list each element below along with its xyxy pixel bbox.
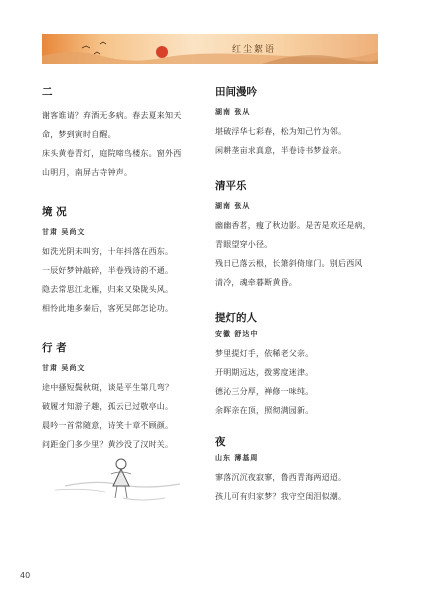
ink-wash-stroke [55, 489, 105, 492]
poem-line: 相怜此地多秦后，客死吴郎怎论功。 [42, 304, 174, 313]
header-banner [42, 34, 378, 64]
poem-line: 如洗光阴未叫穷，十年抖落在西东。 [42, 247, 174, 256]
poem-author: 湖南 张从 [215, 107, 251, 116]
poem-tideng [215, 310, 385, 420]
poem-line: 命，梦到寅时自醒。 [42, 130, 116, 139]
poem-title: 夜 [215, 436, 226, 448]
poem-line: 孩儿可有归家梦？我守空闺泪似潮。 [215, 492, 347, 501]
poem-author: 山东 薄基周 [215, 453, 259, 462]
poem-line: 闲耕垄亩求真意，半卷诗书梦益亲。 [215, 146, 347, 155]
poem-tianjian [215, 84, 385, 160]
poem-title: 行 者 [42, 342, 67, 354]
poem-line: 隐去常思江北雁，归来又染陇头风。 [42, 285, 174, 294]
figure-robe [113, 469, 129, 486]
poem-line: 开明期远达，拨雾度迷津。 [215, 368, 314, 377]
poem-line: 青眼望穿小径。 [215, 240, 273, 249]
poem-line: 途中搔短鬓秋斑，谈是平生第几弯？ [42, 383, 174, 392]
poem-author: 湖南 张从 [215, 201, 251, 210]
poem-title: 田间漫吟 [215, 86, 257, 98]
left-column [42, 84, 227, 454]
poem-title: 提灯的人 [215, 312, 257, 324]
poem-author: 甘肃 吴尚文 [42, 227, 86, 236]
poem-xingzhe [42, 340, 227, 454]
poem-line: 残日已落云根，长箫斜倚扉门。别后西风 [215, 259, 363, 268]
poem-author: 甘肃 吴尚文 [42, 363, 86, 372]
poem-title: 境 况 [42, 206, 67, 218]
poem-line: 山明月，南屏古寺钟声。 [42, 168, 133, 177]
right-column [215, 84, 385, 506]
poem-line: 床头黄卷青灯，庭院啼鸟楼东。窗外西 [42, 149, 182, 158]
banner-landscape-illustration [42, 34, 378, 64]
poem-line: 问距金门多少里？黄沙没了汉时关。 [42, 440, 174, 449]
figure-legs [115, 486, 127, 498]
poem-author: 安徽 舒达中 [215, 329, 259, 338]
ink-wash-stroke [123, 498, 165, 500]
poem-line: 晨吟一首常随意，诗笑十章不顾颜。 [42, 421, 174, 430]
ink-figure-illustration [55, 446, 185, 516]
poem-line: 德沁三分厚，禅修一味纯。 [215, 387, 314, 396]
poem-title: 二 [42, 86, 53, 98]
figure-head [116, 459, 126, 469]
poem-line: 幽幽香茗，瘦了秋边影。是苦是欢还是病， [215, 221, 371, 230]
poem-line: 谢客谁请？弃酒无多病。春去夏来知天 [42, 111, 182, 120]
poem-ye [215, 434, 385, 506]
poem-qingpingle [215, 178, 385, 292]
birds-icon [82, 42, 106, 54]
poem-jingkuang [42, 204, 227, 318]
poem-line: 清冷，魂牵暮断黄昏。 [215, 278, 297, 287]
poem-line: 梦里提灯手，依稀老父亲。 [215, 349, 314, 358]
poem-title: 清平乐 [215, 180, 247, 192]
poem-line: 余晖亲在顶，照彻满园新。 [215, 406, 314, 415]
poem-line: 寥落沉沉夜寂寥，鲁西青海两迢迢。 [215, 473, 347, 482]
poem-er [42, 84, 227, 182]
poem-line: 堪破浮华七彩春，松为知己竹为邻。 [215, 127, 347, 136]
banner-title: 红尘絮语 [232, 45, 277, 55]
poem-line: 破履才知游子趣，孤云已过敬亭山。 [42, 402, 174, 411]
page-number: 40 [20, 571, 31, 580]
sun-icon [156, 46, 168, 58]
poem-line: 一辰好梦钟敲碎，半卷残诗韵不通。 [42, 266, 174, 275]
